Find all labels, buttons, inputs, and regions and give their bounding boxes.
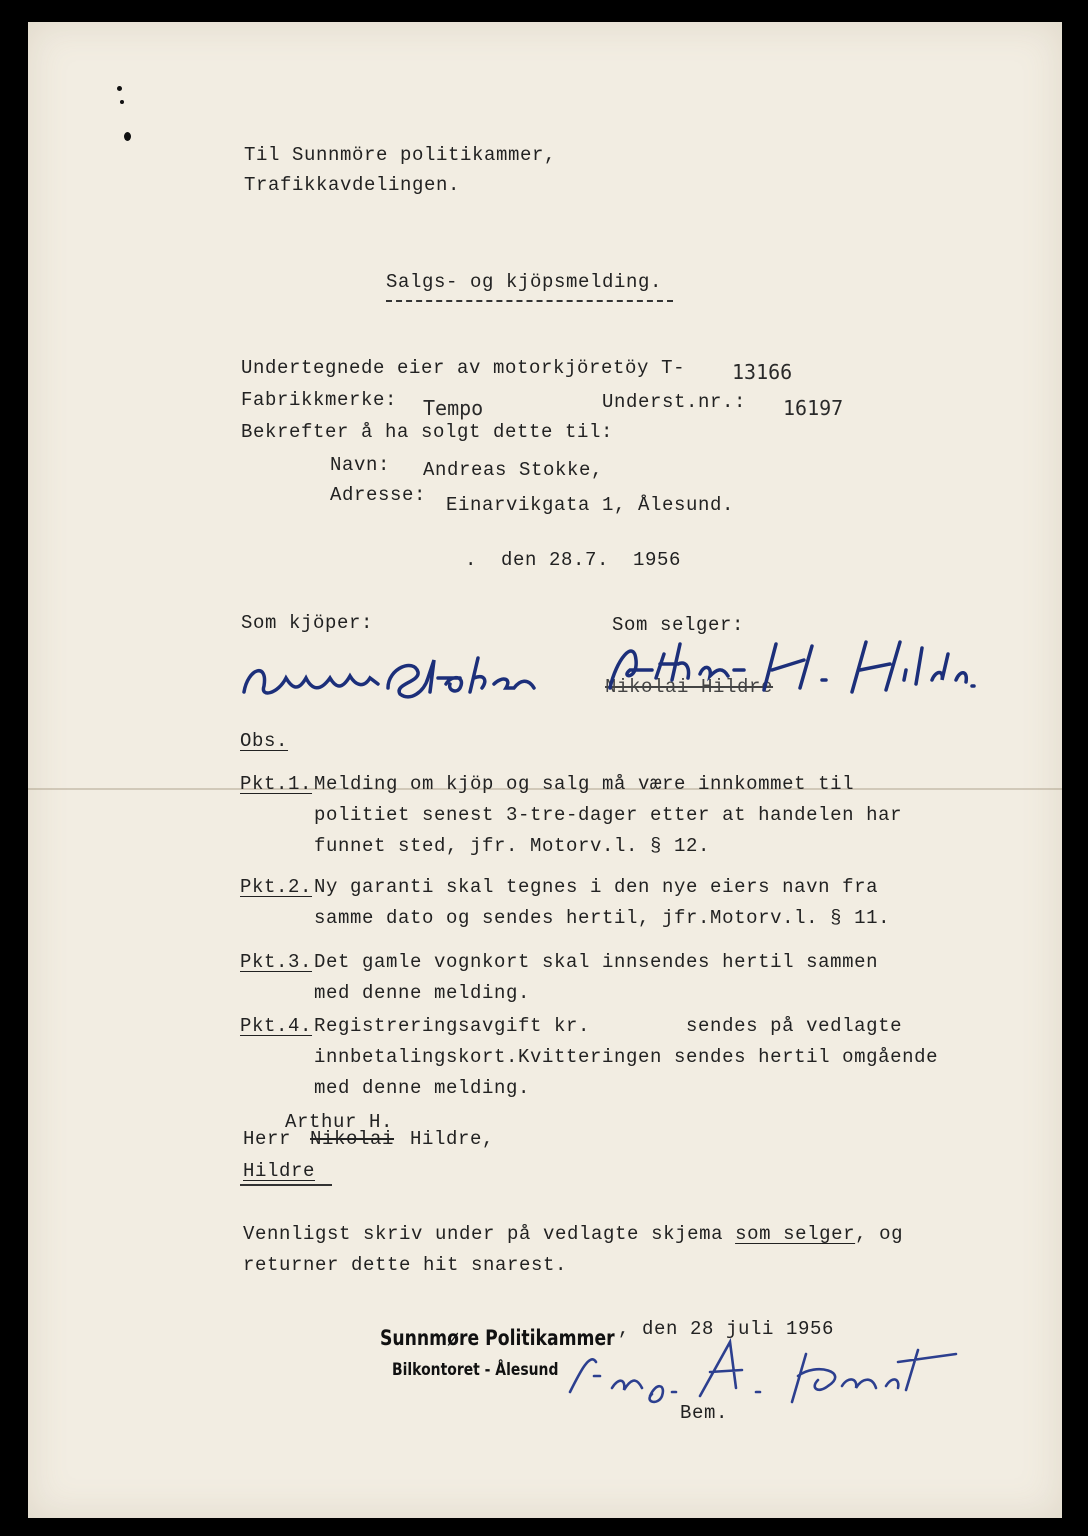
buyer-name: Andreas Stokke, [423,459,604,481]
request-line-2: returner dette hit snarest. [243,1254,568,1276]
title-underline [386,300,673,302]
point-4-line-1: Registreringsavgift kr. sendes på vedlagte [314,1015,903,1037]
punch-hole [124,132,131,141]
seller-signature [600,630,980,700]
recipient-correction: Arthur H. [285,1111,394,1133]
recipient-prefix: Herr [243,1128,292,1150]
point-3-label: Pkt.3. [240,951,313,973]
punch-hole [117,86,122,91]
page-title: Salgs- og kjöpsmelding. [386,271,663,293]
point-1-line-2: politiet senest 3-tre-dager etter at handelen har [314,804,903,826]
seller-label: Som selger: [612,614,745,636]
document-page [28,22,1062,1518]
buyer-name-label: Navn: [330,454,391,476]
point-1-line-3: funnet sted, jfr. Motorv.l. § 12. [314,835,711,857]
make-value: Tempo [423,396,484,420]
recipient-struck-name: Nikolai [310,1128,395,1150]
punch-hole [120,100,124,104]
officer-signature [560,1332,970,1412]
seller-typed-name: Nikolai Hildre [605,676,774,698]
point-4-label: Pkt.4. [240,1015,313,1037]
closing-date: , den 28 juli 1956 [618,1318,835,1340]
point-1-label: Pkt.1. [240,773,313,795]
request-text-b: som selger [735,1223,856,1245]
registration-number: 13166 [732,360,793,384]
point-3-line-2: med denne melding. [314,982,531,1004]
buyer-address-label: Adresse: [330,484,427,506]
sale-date: . den 28.7. 1956 [465,549,682,571]
buyer-label: Som kjöper: [241,612,374,634]
bem-note: Bem. [680,1402,729,1424]
obs-heading: Obs. [240,730,289,752]
buyer-signature [238,648,548,708]
place-underline [240,1184,332,1186]
stamp-line-1: Sunnmøre Politikammer [380,1326,615,1350]
point-4-line-3: med denne melding. [314,1077,531,1099]
point-1-line-1: Melding om kjöp og salg må være innkommet til [314,773,855,795]
recipient-place: Hildre [243,1160,316,1182]
address-line-1: Til Sunnmöre politikammer, [244,144,557,166]
stamp-line-2: Bilkontoret - Ålesund [392,1360,559,1380]
point-4-line-2: innbetalingskort.Kvitteringen sendes hertil omgående [314,1046,939,1068]
point-2-line-1: Ny garanti skal tegnes i den nye eiers navn fra [314,876,879,898]
recipient-surname: Hildre, [410,1128,495,1150]
make-label: Fabrikkmerke: [241,389,398,411]
chassis-label: Underst.nr.: [602,391,747,413]
point-3-line-1: Det gamle vognkort skal innsendes hertil sammen [314,951,879,973]
point-2-line-2: samme dato og sendes hertil, jfr.Motorv.l. § 11. [314,907,891,929]
request-text-a: Vennligst skriv under på vedlagte skjema [243,1223,736,1245]
address-line-2: Trafikkavdelingen. [244,174,461,196]
owner-label: Undertegnede eier av motorkjöretöy T- [241,357,686,379]
request-line-1 [243,1223,903,1245]
confirm-text: Bekrefter å ha solgt dette til: [241,421,614,443]
chassis-number: 16197 [783,396,844,420]
point-2-label: Pkt.2. [240,876,313,898]
buyer-address: Einarvikgata 1, Ålesund. [446,494,735,516]
request-text-c: , og [855,1223,904,1245]
